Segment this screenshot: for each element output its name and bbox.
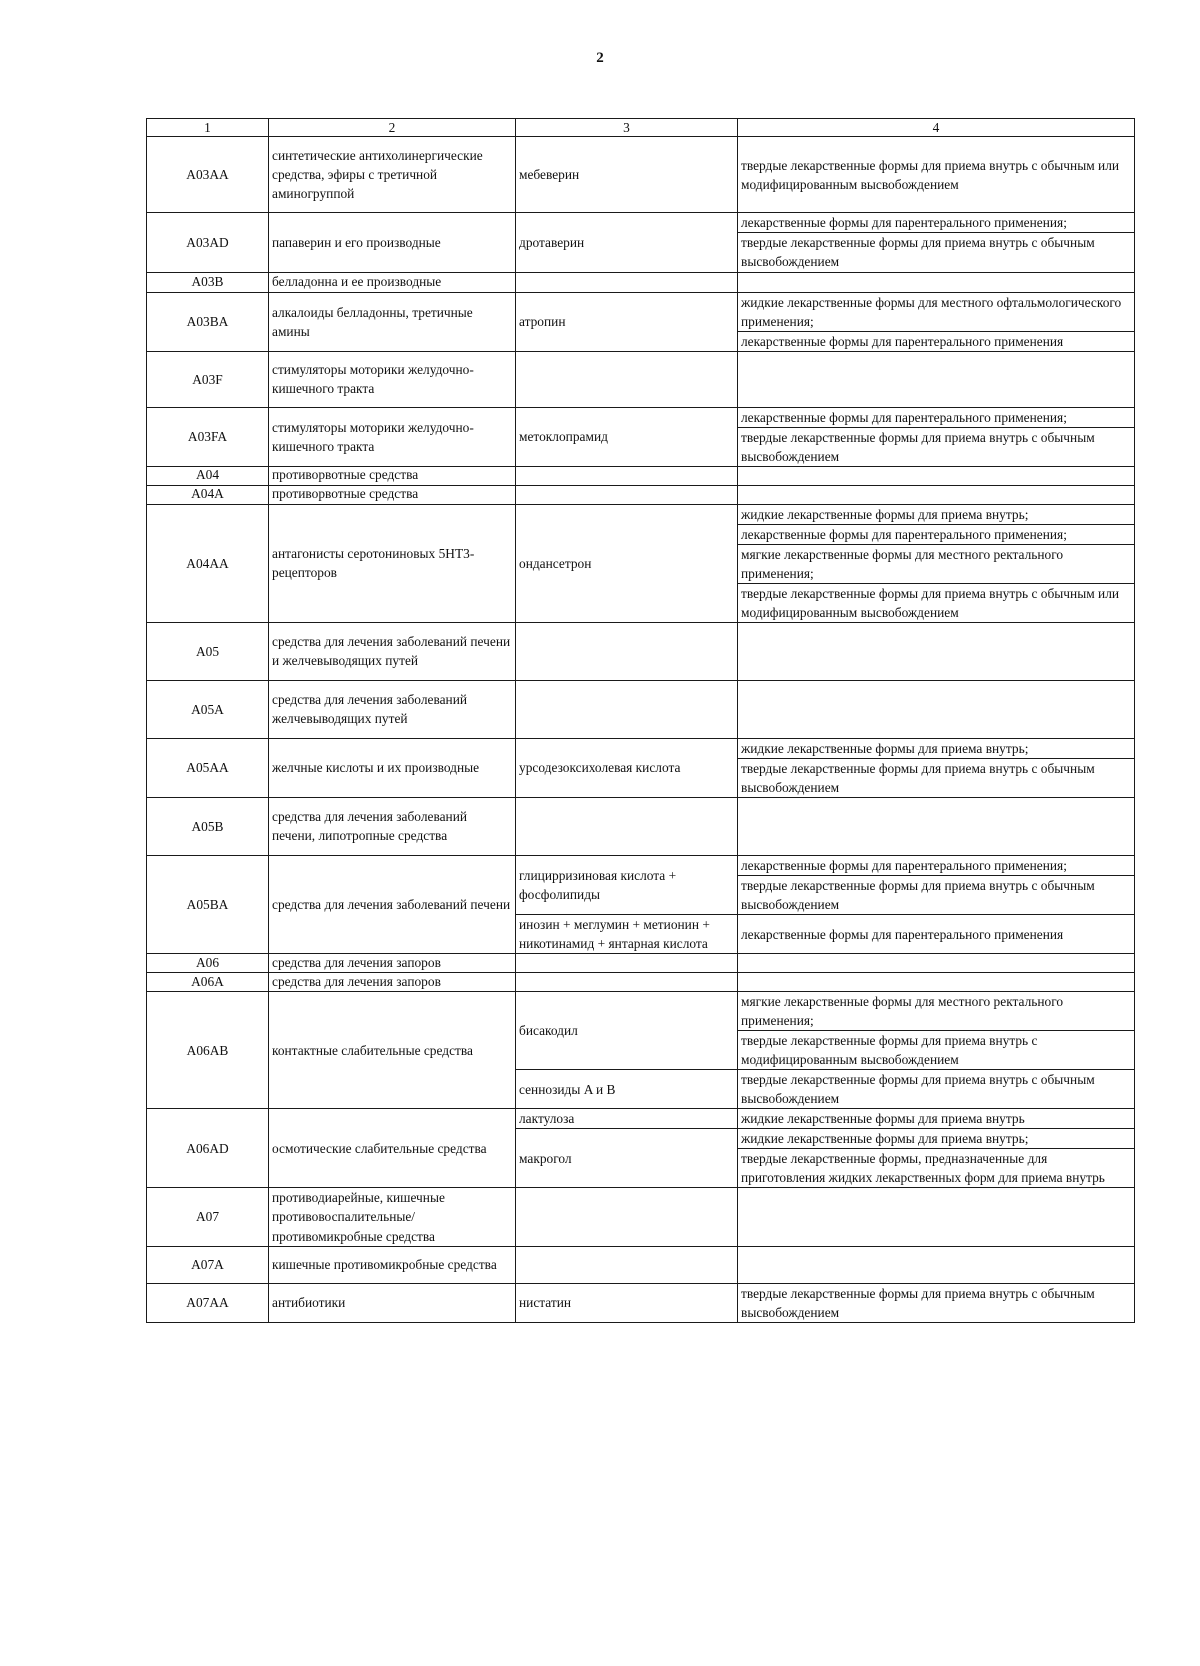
drug-name-cell xyxy=(516,351,738,407)
atc-code-cell: A04AA xyxy=(147,504,269,622)
group-name-cell: средства для лечения заболеваний печени xyxy=(269,855,516,953)
group-name-cell: средства для лечения заболеваний печени, липотропные средства xyxy=(269,797,516,855)
dosage-form-cell xyxy=(738,1246,1135,1283)
drug-name-cell: урсодезоксихолевая кислота xyxy=(516,738,738,797)
table-row xyxy=(147,485,1135,504)
drug-name-cell: глицирризиновая кислота + фосфолипиды xyxy=(516,855,738,914)
table-row xyxy=(147,272,1135,292)
dosage-form-cell xyxy=(738,351,1135,407)
atc-code-cell: A05BA xyxy=(147,855,269,953)
group-name-cell: противодиарейные, кишечные противовоспалительные/противомикробные средства xyxy=(269,1188,516,1246)
atc-code-cell: A05A xyxy=(147,680,269,738)
dosage-form-cell: твердые лекарственные формы, предназначенные для приготовления жидких лекарственных форм для приема внутрь xyxy=(738,1149,1135,1188)
dosage-form-cell: твердые лекарственные формы для приема внутрь с модифицированным высвобождением xyxy=(738,1031,1135,1070)
table-row xyxy=(147,137,1135,213)
drug-name-cell: инозин + меглумин + метионин + никотинамид + янтарная кислота xyxy=(516,915,738,954)
dosage-form-cell: жидкие лекарственные формы для приема внутрь; xyxy=(738,1129,1135,1149)
group-name-cell: желчные кислоты и их производные xyxy=(269,738,516,797)
group-name-cell: папаверин и его производные xyxy=(269,213,516,272)
dosage-form-cell: твердые лекарственные формы для приема внутрь с обычным высвобождением xyxy=(738,233,1135,272)
dosage-form-cell: мягкие лекарственные формы для местного ректального применения; xyxy=(738,992,1135,1031)
group-name-cell: контактные слабительные средства xyxy=(269,992,516,1109)
table-row xyxy=(147,213,1135,233)
table-row xyxy=(147,292,1135,331)
dosage-form-cell: твердые лекарственные формы для приема внутрь с обычным высвобождением xyxy=(738,1070,1135,1109)
group-name-cell: средства для лечения заболеваний печени и желчевыводящих путей xyxy=(269,622,516,680)
atc-code-cell: A05B xyxy=(147,797,269,855)
header-cell: 4 xyxy=(738,119,1135,137)
drug-name-cell: бисакодил xyxy=(516,992,738,1070)
atc-code-cell: A04A xyxy=(147,485,269,504)
table-row xyxy=(147,973,1135,992)
atc-code-cell: A06AB xyxy=(147,992,269,1109)
atc-code-cell: A03AA xyxy=(147,137,269,213)
group-name-cell: антагонисты серотониновых 5HT3-рецепторов xyxy=(269,504,516,622)
drug-name-cell xyxy=(516,622,738,680)
drug-name-cell xyxy=(516,1246,738,1283)
group-name-cell: противорвотные средства xyxy=(269,466,516,485)
page-number: 2 xyxy=(596,50,604,66)
table-row xyxy=(147,351,1135,407)
header-cell: 2 xyxy=(269,119,516,137)
dosage-form-cell: твердые лекарственные формы для приема внутрь с обычным высвобождением xyxy=(738,1283,1135,1322)
table-row xyxy=(147,680,1135,738)
dosage-form-cell: жидкие лекарственные формы для приема внутрь; xyxy=(738,738,1135,758)
dosage-form-cell xyxy=(738,954,1135,973)
group-name-cell: средства для лечения запоров xyxy=(269,973,516,992)
atc-code-cell: A06 xyxy=(147,954,269,973)
drug-name-cell: атропин xyxy=(516,292,738,351)
atc-code-cell: A05AA xyxy=(147,738,269,797)
table-row xyxy=(147,407,1135,427)
group-name-cell: белладонна и ее производные xyxy=(269,272,516,292)
dosage-form-cell: лекарственные формы для парентерального применения; xyxy=(738,855,1135,875)
dosage-form-cell: лекарственные формы для парентерального применения xyxy=(738,331,1135,351)
dosage-form-cell xyxy=(738,797,1135,855)
atc-code-cell: A07AA xyxy=(147,1283,269,1322)
dosage-form-cell: жидкие лекарственные формы для местного офтальмологического применения; xyxy=(738,292,1135,331)
drug-name-cell: метоклопрамид xyxy=(516,407,738,466)
group-name-cell: стимуляторы моторики желудочно-кишечного тракта xyxy=(269,351,516,407)
drug-name-cell xyxy=(516,485,738,504)
table-body xyxy=(147,137,1135,1322)
dosage-form-cell: твердые лекарственные формы для приема внутрь с обычным или модифицированным высвобождением xyxy=(738,583,1135,622)
atc-code-cell: A03AD xyxy=(147,213,269,272)
group-name-cell: средства для лечения заболеваний желчевыводящих путей xyxy=(269,680,516,738)
drug-name-cell xyxy=(516,954,738,973)
group-name-cell: осмотические слабительные средства xyxy=(269,1109,516,1188)
drug-name-cell: дротаверин xyxy=(516,213,738,272)
dosage-form-cell: лекарственные формы для парентерального применения; xyxy=(738,524,1135,544)
atc-code-cell: A03B xyxy=(147,272,269,292)
dosage-form-cell: твердые лекарственные формы для приема внутрь с обычным или модифицированным высвобождением xyxy=(738,137,1135,213)
table-row xyxy=(147,1109,1135,1129)
drug-name-cell: мебеверин xyxy=(516,137,738,213)
header-row xyxy=(147,119,1135,137)
dosage-form-cell xyxy=(738,485,1135,504)
atc-code-cell: A06A xyxy=(147,973,269,992)
group-name-cell: противорвотные средства xyxy=(269,485,516,504)
dosage-form-cell xyxy=(738,622,1135,680)
group-name-cell: средства для лечения запоров xyxy=(269,954,516,973)
drug-name-cell: ондансетрон xyxy=(516,504,738,622)
dosage-form-cell: твердые лекарственные формы для приема внутрь с обычным высвобождением xyxy=(738,427,1135,466)
dosage-form-cell: лекарственные формы для парентерального применения; xyxy=(738,407,1135,427)
drug-name-cell xyxy=(516,272,738,292)
group-name-cell: кишечные противомикробные средства xyxy=(269,1246,516,1283)
atc-code-cell: A05 xyxy=(147,622,269,680)
dosage-form-cell xyxy=(738,1188,1135,1246)
dosage-form-cell xyxy=(738,680,1135,738)
header-cell: 1 xyxy=(147,119,269,137)
drug-name-cell: сеннозиды A и B xyxy=(516,1070,738,1109)
dosage-form-cell: твердые лекарственные формы для приема внутрь с обычным высвобождением xyxy=(738,758,1135,797)
dosage-form-cell xyxy=(738,272,1135,292)
table-row xyxy=(147,1283,1135,1322)
table-row xyxy=(147,855,1135,875)
dosage-form-cell xyxy=(738,466,1135,485)
group-name-cell: синтетические антихолинергические средства, эфиры с третичной аминогруппой xyxy=(269,137,516,213)
atc-code-cell: A07 xyxy=(147,1188,269,1246)
drug-name-cell: лактулоза xyxy=(516,1109,738,1129)
table-row xyxy=(147,954,1135,973)
dosage-form-cell xyxy=(738,973,1135,992)
table-row xyxy=(147,992,1135,1031)
table-row xyxy=(147,504,1135,524)
table-row xyxy=(147,622,1135,680)
dosage-form-cell: лекарственные формы для парентерального применения; xyxy=(738,213,1135,233)
drug-name-cell: макрогол xyxy=(516,1129,738,1188)
atc-code-cell: A06AD xyxy=(147,1109,269,1188)
table-row xyxy=(147,797,1135,855)
table-row xyxy=(147,738,1135,758)
atc-code-cell: A04 xyxy=(147,466,269,485)
dosage-form-cell: твердые лекарственные формы для приема внутрь с обычным высвобождением xyxy=(738,876,1135,915)
table-row xyxy=(147,466,1135,485)
group-name-cell: стимуляторы моторики желудочно-кишечного тракта xyxy=(269,407,516,466)
dosage-form-cell: жидкие лекарственные формы для приема внутрь; xyxy=(738,504,1135,524)
header-cell: 3 xyxy=(516,119,738,137)
drug-name-cell xyxy=(516,973,738,992)
table-row xyxy=(147,1188,1135,1246)
dosage-form-cell: мягкие лекарственные формы для местного ректального применения; xyxy=(738,544,1135,583)
drug-classification-table xyxy=(146,118,1135,1323)
atc-code-cell: A03F xyxy=(147,351,269,407)
atc-code-cell: A03FA xyxy=(147,407,269,466)
drug-name-cell xyxy=(516,680,738,738)
drug-name-cell xyxy=(516,466,738,485)
atc-code-cell: A03BA xyxy=(147,292,269,351)
drug-name-cell xyxy=(516,1188,738,1246)
dosage-form-cell: лекарственные формы для парентерального применения xyxy=(738,915,1135,954)
drug-name-cell xyxy=(516,797,738,855)
atc-code-cell: A07A xyxy=(147,1246,269,1283)
table-row xyxy=(147,1246,1135,1283)
group-name-cell: алкалоиды белладонны, третичные амины xyxy=(269,292,516,351)
drug-name-cell: нистатин xyxy=(516,1283,738,1322)
group-name-cell: антибиотики xyxy=(269,1283,516,1322)
dosage-form-cell: жидкие лекарственные формы для приема внутрь xyxy=(738,1109,1135,1129)
